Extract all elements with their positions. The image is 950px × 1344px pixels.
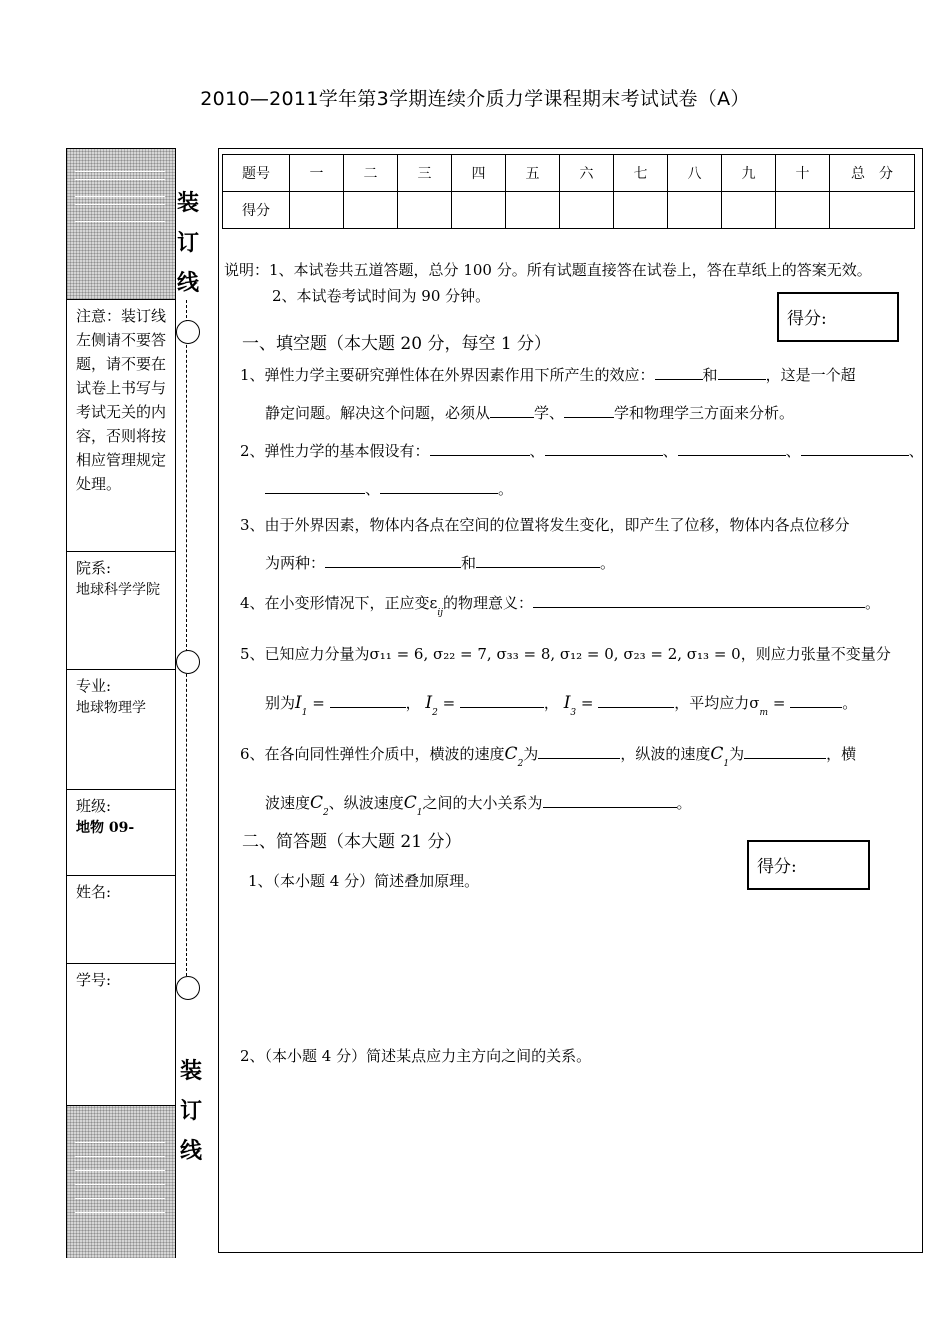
binding-char: 订 [179,1099,202,1124]
score-input-cell[interactable] [722,192,776,229]
stress-components: σ₁₁ = 6, σ₂₂ = 7, σ₃₃ = 8, σ₁₂ = 0, σ₂₃ = 2, σ₁₃ = 0 [369,645,741,663]
score-header-cell: 九 [722,155,776,192]
binding-hole [176,650,200,674]
instruction-line-1: 说明：1、本试卷共五道答题，总分 100 分。所有试题直接答在试卷上，答在草纸上的答案无效。 [224,261,872,279]
answer-blank[interactable] [265,479,365,494]
answer-blank[interactable] [325,553,461,568]
answer-blank[interactable] [330,693,406,708]
answer-blank[interactable] [790,693,842,708]
section2-heading: 二、简答题（本大题 21 分） [242,832,462,852]
answer-blank[interactable] [430,441,530,456]
score-header-cell: 二 [344,155,398,192]
answer-blank[interactable] [533,593,865,608]
question-3-line-2: 为两种： 和 。 [265,554,616,572]
score-header-cell: 题号 [223,155,290,192]
binding-dashed-line [186,300,187,976]
name-label: 姓名: [76,883,112,901]
answer-blank[interactable] [460,693,544,708]
answer-blank[interactable] [476,553,600,568]
score-header-cell: 七 [614,155,668,192]
score-input-cell[interactable] [344,192,398,229]
dept-cell [67,551,175,669]
exam-title: 2010—2011学年第3学期连续介质力学课程期末考试试卷（A） [200,88,750,110]
answer-blank[interactable] [545,441,663,456]
score-header-cell: 六 [560,155,614,192]
score-table-header-row [223,155,915,192]
binding-char: 订 [176,231,199,256]
question-4: 4、在小变形情况下，正应变$\varepsilon_{ij}$的物理意义： 。 [240,594,881,618]
id-cell [67,963,175,1105]
score-table-score-row [223,192,915,229]
answer-blank[interactable] [490,403,534,418]
answer-blank[interactable] [655,365,703,380]
score-input-cell[interactable] [830,192,915,229]
question-1-line-2: 静定问题。解决这个问题，必须从 学、 学和物理学三方面来分析。 [265,404,795,422]
id-label: 学号: [76,971,112,989]
score-header-cell: 四 [452,155,506,192]
question-2-line-1: 2、弹性力学的基本假设有： 、 、 、 、 [240,442,924,460]
score-input-cell[interactable] [614,192,668,229]
dept-label: 院系: [76,559,112,577]
score-input-cell[interactable] [452,192,506,229]
notice-cell [67,299,175,551]
answer-blank[interactable] [801,441,909,456]
answer-blank[interactable] [718,365,766,380]
score-header-cell: 三 [398,155,452,192]
answer-blank[interactable] [678,441,786,456]
score-header-cell: 十 [776,155,830,192]
question-5-line-2: 别为$I_1$ = ， $I_2$ = ， $I_3$ = ，平均应力$\sigma_m$ = 。 [265,693,858,718]
score-input-cell[interactable] [560,192,614,229]
binding-hole [176,976,200,1000]
section1-heading: 一、填空题（本大题 20 分，每空 1 分） [242,334,552,354]
question-5-line-1: 5、已知应力分量为σ₁₁ = 6, σ₂₂ = 7, σ₃₃ = 8, σ₁₂ = 0, σ₂₃ = 2, σ₁₃ = 0，则应力张量不变量分 [240,645,891,663]
question-3-line-1: 3、由于外界因素，物体内各点在空间的位置将发生变化，即产生了位移，物体内各点位移分 [240,516,850,534]
score-input-cell[interactable] [506,192,560,229]
answer-blank[interactable] [538,744,620,759]
class-label: 班级: [76,797,112,815]
answer-blank[interactable] [543,793,677,808]
major-cell [67,669,175,789]
score-input-cell[interactable] [398,192,452,229]
score-row-label: 得分 [223,192,290,229]
hatch-top [67,149,175,299]
score-box-label: 得分: [757,857,797,877]
answer-blank[interactable] [564,403,614,418]
question-1-line-1: 1、弹性力学主要研究弹性体在外界因素作用下所产生的效应： 和 ，这是一个超 [240,366,856,384]
score-header-cell: 一 [290,155,344,192]
answer-blank[interactable] [598,693,674,708]
binding-info-column [66,148,176,1258]
binding-notice: 注意：装订线左侧请不要答题，请不要在试卷上书写与考试无关的内容，否则将按相应管理规定处理。 [76,307,167,493]
major-label: 专业: [76,677,112,695]
score-box-section1[interactable] [777,292,899,342]
major-value: 地球物理学 [76,700,146,716]
answer-blank[interactable] [744,744,826,759]
class-value: 地物 09- [76,820,135,836]
binding-char: 装 [176,191,199,216]
binding-char: 线 [179,1139,202,1164]
question-2-line-2: 、 。 [265,478,513,499]
class-cell [67,789,175,875]
score-table [222,154,915,229]
question-6-line-1: 6、在各向同性弹性介质中，横波的速度$C_2$为 ，纵波的速度$C_1$为 ，横 [240,744,857,769]
section2-question-1: 1、（本小题 4 分）简述叠加原理。 [248,872,480,890]
question-6-line-2: 波速度$C_2$、纵波速度$C_1$之间的大小关系为 。 [265,793,692,818]
instruction-line-2: 2、本试卷考试时间为 90 分钟。 [272,287,491,305]
name-cell [67,875,175,963]
score-header-cell: 五 [506,155,560,192]
score-input-cell[interactable] [776,192,830,229]
section2-question-2: 2、（本小题 4 分）简述某点应力主方向之间的关系。 [240,1047,592,1065]
score-input-cell[interactable] [290,192,344,229]
score-box-label: 得分: [787,309,827,329]
score-input-cell[interactable] [668,192,722,229]
binding-hole [176,320,200,344]
answer-blank[interactable] [380,479,498,494]
score-header-cell: 八 [668,155,722,192]
binding-char: 线 [176,271,199,296]
score-box-section2[interactable] [747,840,870,890]
dept-value: 地球科学学院 [76,582,160,598]
score-header-cell: 总 分 [830,155,915,192]
hatch-bottom [67,1105,175,1258]
binding-char: 装 [179,1059,202,1084]
